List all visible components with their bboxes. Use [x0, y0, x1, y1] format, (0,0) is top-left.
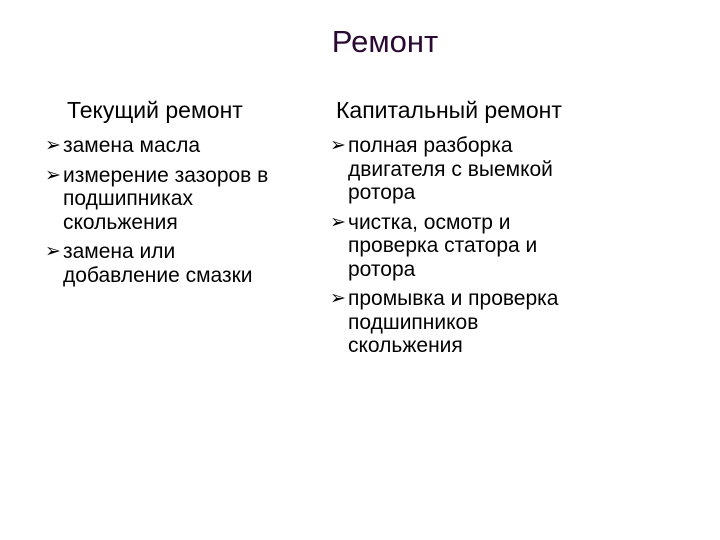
arrowhead-bullet-icon: ➢	[45, 241, 61, 262]
list-item: ➢ измерение зазоров в подшипниках скольжения	[45, 163, 269, 234]
list-item: ➢ чистка, осмотр и проверка статора и ротора	[330, 210, 538, 281]
current-repair-heading: Текущий ремонт	[67, 97, 243, 123]
arrowhead-bullet-icon: ➢	[330, 211, 346, 233]
arrowhead-bullet-icon: ➢	[330, 135, 346, 156]
current-repair-list	[45, 134, 315, 287]
list-item: ➢ замена или добавление смазки	[45, 240, 253, 287]
arrowhead-bullet-icon: ➢	[45, 135, 61, 156]
major-repair-column	[330, 96, 620, 364]
list-item: ➢ полная разборка двигателя с выемкой ротора	[330, 134, 553, 204]
major-repair-heading: Капитальный ремонт	[336, 97, 562, 123]
current-repair-column	[45, 96, 315, 293]
list-item: ➢ замена масла	[45, 134, 201, 157]
arrowhead-bullet-icon: ➢	[330, 288, 346, 309]
list-item: ➢ промывка и проверка подшипников скольжения	[330, 287, 559, 357]
major-repair-list	[330, 134, 620, 358]
arrowhead-bullet-icon: ➢	[45, 164, 61, 186]
slide-title: Ремонт	[331, 24, 439, 59]
